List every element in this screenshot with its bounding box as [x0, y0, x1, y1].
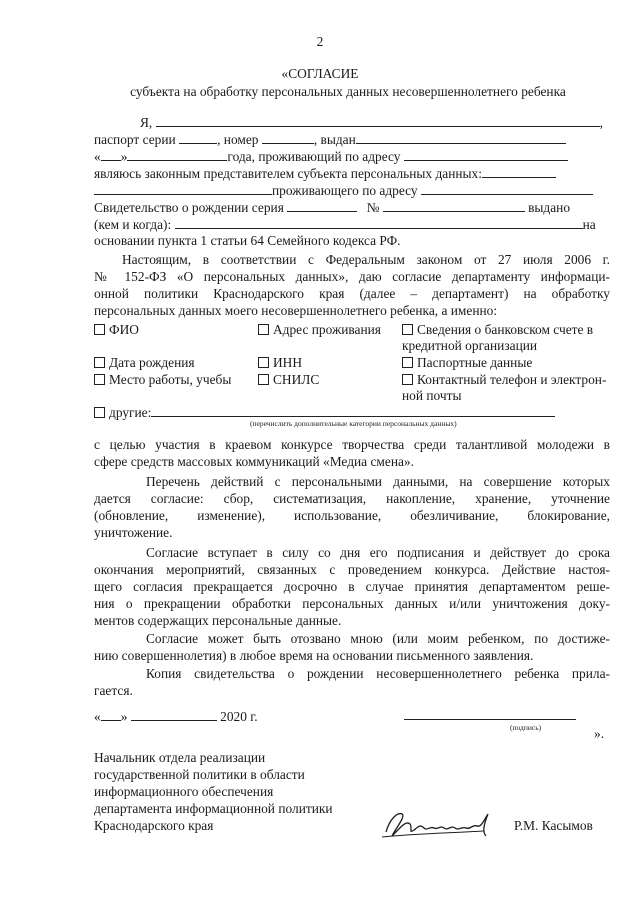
validity-line-3: щего согласия прекращается досрочно в случае принятия департаментом реше-: [94, 579, 610, 594]
actions-line-1: Перечень действий с персональными данными, на совершение которых: [146, 474, 610, 489]
fill-line-issued: [356, 131, 566, 144]
checkbox-address[interactable]: [258, 322, 381, 338]
form-line-legal-rep: [94, 165, 556, 182]
fill-line-subject: [482, 165, 556, 178]
date-quote-close: »: [120, 709, 128, 724]
closing-quote: ».: [594, 726, 605, 741]
fill-line-number: [262, 131, 314, 144]
checkbox-square: [94, 324, 105, 335]
purpose-line-2: сфере средств массовых коммуникаций «Медиа смена».: [94, 454, 414, 469]
label-issued2: выдано: [528, 200, 571, 215]
checkbox-label: ФИО: [109, 322, 139, 337]
validity-line-1: Согласие вступает в силу со дня его подписания и действует до срока: [146, 545, 610, 560]
form-line-passport: [94, 131, 566, 148]
checkbox-phone-cont: ной почты: [402, 388, 462, 403]
fill-line-child-name: [94, 182, 272, 195]
document-subtitle: субъекта на обработку персональных данных несовершеннолетнего ребенка: [130, 84, 566, 99]
intro-line-4: персональных данных моего несовершеннолетнего ребенка, а именно:: [94, 303, 498, 318]
checkbox-square: [94, 374, 105, 385]
checkbox-snils[interactable]: [258, 372, 319, 388]
label-num-sign: №: [366, 200, 380, 215]
checkbox-work[interactable]: [94, 372, 231, 388]
official-line-5: Краснодарского края: [94, 818, 214, 833]
label-legal-rep: являюсь законным представителем субъекта персональных данных:: [94, 166, 482, 181]
date-line: [94, 708, 258, 725]
checkbox-passport[interactable]: [402, 355, 532, 371]
document-title: «СОГЛАСИЕ: [281, 66, 359, 81]
other-hint: (перечислить дополнительные категории персональных данных): [250, 419, 457, 428]
label-year-living: года, проживающий по адресу: [227, 149, 401, 164]
checkbox-label: Сведения о банковском счете в: [417, 322, 594, 337]
copy-line-2: гается.: [94, 683, 133, 698]
checkbox-square: [94, 357, 105, 368]
label-birth-cert: Свидетельство о рождении серия: [94, 200, 284, 215]
purpose-line-1: с целью участия в краевом конкурсе творчества среди талантливой молодежи в: [94, 437, 610, 452]
checkbox-label: Контактный телефон и электрон-: [417, 372, 607, 387]
official-line-2: государственной политики в области: [94, 767, 305, 782]
form-line-basis: основании пункта 1 статьи 64 Семейного кодекса РФ.: [94, 233, 401, 248]
date-year: 2020 г.: [220, 709, 258, 724]
label-issued: , выдан: [313, 132, 356, 147]
intro-line-1: Настоящим, в соответствии с Федеральным законом от 27 июля 2006 г.: [122, 252, 610, 267]
signature-line: [404, 719, 576, 720]
fill-line-month: [127, 148, 227, 161]
form-line-birth-cert: [94, 199, 570, 216]
label-passport-series: паспорт серии: [94, 132, 176, 147]
validity-line-4: ния о прекращении обработки персональных данных и/или уничтожения доку-: [94, 596, 610, 611]
revoke-line-1: Согласие может быть отозвано мною (или моим ребенком, по достиже-: [146, 631, 610, 646]
form-line-ya: Я, ,: [140, 115, 603, 130]
checkbox-label: другие:: [109, 405, 152, 420]
validity-line-5: ментов содержащих персональные данные.: [94, 613, 342, 628]
label-number: , номер: [217, 132, 259, 147]
checkbox-square: [402, 324, 413, 335]
checkbox-square: [402, 374, 413, 385]
checkbox-label: Место работы, учебы: [109, 372, 232, 387]
quote-close: »: [120, 149, 128, 164]
label-living-at: проживающего по адресу: [272, 183, 418, 198]
checkbox-label: Паспортные данные: [417, 355, 533, 370]
copy-line-1: Копия свидетельства о рождении несовершеннолетнего ребенка прила-: [146, 666, 610, 681]
fill-line-cert-number: [383, 199, 525, 212]
checkbox-bank[interactable]: [402, 322, 593, 338]
label-by-whom: (кем и когда):: [94, 217, 172, 232]
page-number: 2: [316, 34, 324, 49]
label-na: на: [582, 217, 596, 232]
fill-line-name: [156, 114, 600, 127]
fill-line-child-address: [421, 182, 593, 195]
intro-line-2: № 152-ФЗ «О персональных данных», даю согласие департаменту информаци-: [94, 269, 610, 284]
official-line-3: информационного обеспечения: [94, 784, 274, 799]
form-line-date-address: [94, 148, 568, 165]
checkbox-label: Адрес проживания: [273, 322, 381, 337]
checkbox-birthdate[interactable]: [94, 355, 195, 371]
checkbox-label: Дата рождения: [109, 355, 195, 370]
fill-line-date-day: [101, 708, 121, 721]
official-name: Р.М. Касымов: [514, 818, 593, 833]
validity-line-2: окончания мероприятий, связанных с проведением конкурса. Действие настоя-: [94, 562, 610, 577]
form-line-by-whom: [94, 216, 596, 233]
checkbox-label: ИНН: [273, 355, 303, 370]
fill-line-cert-series: [287, 199, 357, 212]
checkbox-square: [402, 357, 413, 368]
fill-line-series: [179, 131, 217, 144]
label-ya: Я,: [140, 115, 153, 130]
fill-line-day: [101, 148, 121, 161]
form-line-living: [94, 182, 593, 199]
signature-hint: (подпись): [510, 723, 542, 732]
checkbox-fio[interactable]: [94, 322, 139, 338]
checkbox-square: [258, 324, 269, 335]
checkbox-bank-cont: кредитной организации: [402, 338, 538, 353]
official-line-1: Начальник отдела реализации: [94, 750, 266, 765]
checkbox-square: [258, 374, 269, 385]
actions-line-2: дается согласие: сбор, систематизация, накопление, хранение, уточнение: [94, 491, 610, 506]
checkbox-square: [258, 357, 269, 368]
intro-line-3: онной политики Краснодарского края (далее – департамент) на обработку: [94, 286, 610, 301]
fill-line-other: [151, 404, 555, 417]
revoke-line-2: нию совершеннолетия) в любое время на основании письменного заявления.: [94, 648, 534, 663]
signature-scribble: [380, 806, 502, 842]
actions-line-4: уничтожение.: [94, 525, 173, 540]
checkbox-inn[interactable]: [258, 355, 302, 371]
date-quote-open: «: [94, 709, 101, 724]
fill-line-date-month: [131, 708, 217, 721]
quote-open: «: [94, 149, 101, 164]
checkbox-phone[interactable]: [402, 372, 606, 388]
checkbox-label: СНИЛС: [273, 372, 320, 387]
fill-line-address: [404, 148, 568, 161]
official-line-4: департамента информационной политики: [94, 801, 333, 816]
fill-line-by-whom: [175, 216, 583, 229]
checkbox-square: [94, 407, 105, 418]
actions-line-3: (обновление, изменение), использование, обезличивание, блокирование,: [94, 508, 610, 523]
